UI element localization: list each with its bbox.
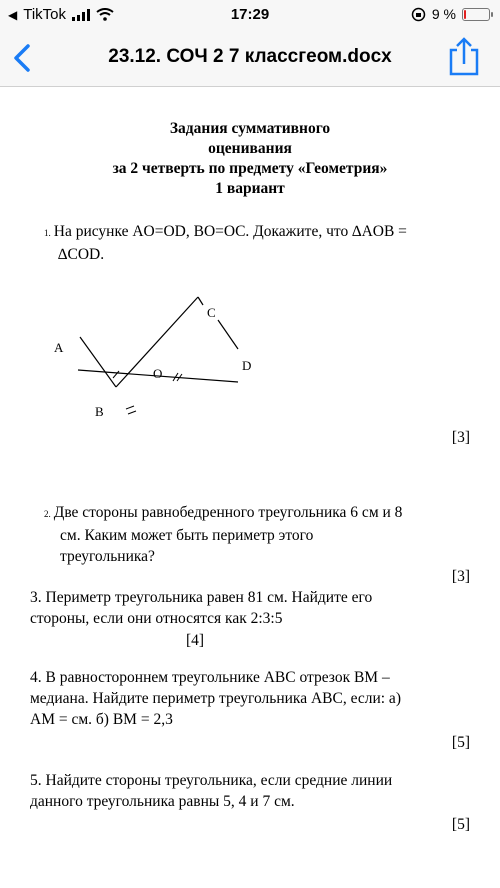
task-5-mark: [5] <box>451 816 470 833</box>
label-b: B <box>95 404 104 419</box>
nav-bar <box>0 30 500 87</box>
task-5-line-1: 5. Найдите стороны треугольника, если средние линии <box>30 772 393 789</box>
heading-line-2: оценивания <box>208 140 292 157</box>
label-d: D <box>242 358 252 373</box>
task-1-line-2: ∆COD. <box>58 246 105 263</box>
share-icon[interactable] <box>446 36 482 78</box>
back-arrow-small-icon: ◀ <box>8 7 18 22</box>
tick-mark <box>128 411 136 414</box>
status-bar <box>0 0 500 30</box>
tick-mark <box>113 371 119 378</box>
task-3-line-2: стороны, если они относятся как 2:3:5 <box>30 610 283 627</box>
task-3 <box>30 587 372 629</box>
segment-c-stub <box>198 297 203 305</box>
heading-line-1: Задания суммативного <box>169 120 331 137</box>
task-3-line-1: 3. Периметр треугольника равен 81 см. Найдите его <box>30 589 373 606</box>
label-o: O <box>153 366 163 381</box>
task-2-line-2: см. Каким может быть периметр этого <box>60 527 314 544</box>
document-page <box>0 87 500 888</box>
tick-mark <box>126 406 134 409</box>
task-5 <box>30 770 392 812</box>
label-a: A <box>54 340 64 355</box>
task-2-line-3: треугольника? <box>60 548 155 565</box>
battery-icon <box>462 8 490 21</box>
status-right <box>411 6 490 22</box>
heading-line-3: за 2 четверть по предмету «Геометрия» <box>112 160 388 177</box>
task-4-line-2: медиана. Найдите периметр треугольника ABC, если: а) <box>30 690 401 707</box>
task-2-line-1: Две стороны равнобедренного треугольника 6 см и 8 <box>53 504 403 521</box>
back-app-label[interactable]: TikTok <box>23 6 67 23</box>
geometry-figure <box>0 87 500 447</box>
task-1-mark: [3] <box>451 429 470 446</box>
task-4 <box>30 667 401 730</box>
orientation-lock-icon <box>411 7 426 22</box>
battery-percent: 9 % <box>431 6 456 22</box>
heading-line-4: 1 вариант <box>215 180 285 197</box>
document-title: 23.12. СОЧ 2 7 классгеом.docx <box>108 46 392 67</box>
segment-cd <box>218 320 238 349</box>
task-1-number: 1. <box>44 228 51 238</box>
task-4-line-1: 4. В равностороннем треугольнике ABC отрезок BM – <box>30 669 390 686</box>
task-2-mark: [3] <box>451 568 470 585</box>
label-c: C <box>207 305 216 320</box>
task-4-mark: [5] <box>451 734 470 751</box>
task-1-line-1: На рисунке AO=OD, BO=OC. Докажите, что ∆AOB = <box>53 223 407 240</box>
segment-ab <box>80 337 116 387</box>
task-5-line-2: данного треугольника равны 5, 4 и 7 см. <box>30 793 295 810</box>
task-2 <box>44 502 402 567</box>
task-4-line-3: AM = см. б) BM = 2,3 <box>30 711 173 728</box>
task-3-mark: [4] <box>186 632 205 649</box>
status-time: 17:29 <box>230 6 270 23</box>
task-2-number: 2. <box>44 509 51 519</box>
